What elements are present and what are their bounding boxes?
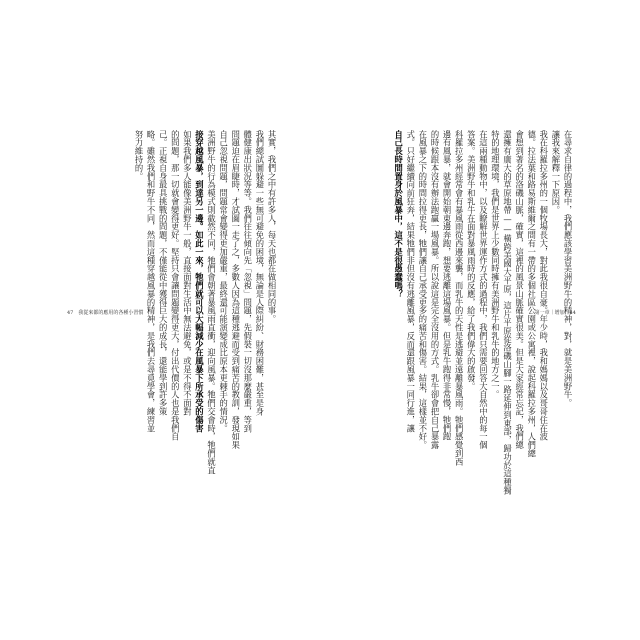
text-column: 還擁有廣大的草原地帶——橫跨美國大平原，這片平原從洛磯山腳一路延伸到東部，歸功於這種獨: [502, 130, 513, 495]
text-column: 如果我們多人能像美洲野牛一般，直接面對生活中無法避免，或是不得不面對: [182, 130, 193, 416]
text-column: 體健康出狀況等等。我們往往傾向先「忽視」問題，先假裝一切沒那麼嚴重，等到: [242, 130, 253, 433]
text-column: 的時候跟本沒有辦法跑贏一場風暴。所以說這是完全沒用的方式。乳牛卻會把自己暴露: [429, 130, 440, 450]
text-column: 接穿越風暴，到達另一邊。如此一來，牠們就可以大幅減少在風暴下所承受的傷害: [194, 130, 205, 433]
text-column: 在風暴之下的時間拉得更長，牠們讓自己承受更多的痛苦和傷害。結果，這樣並不好。: [417, 130, 428, 450]
text-column: 己。正視自身最具挑戰的問題，不僅能從中獲得巨大的成長，還能學到許多策: [158, 130, 169, 416]
text-column: 在尋求自律的過程中，我們應該學習美洲野牛的精神，對，就是美洲野牛。: [563, 130, 573, 408]
text-column: 我在科羅拉多州的一個牧場長大，對此我很自豪。年少時，我和媽媽以及哥哥住在波: [538, 130, 549, 441]
text-column: 自己長時間置身於風暴中，這不是很愚蠢嗎？: [393, 130, 404, 298]
text-column: 答案。美洲野牛和乳牛在面對暴風雨時的反應，給了我們偉大的啟發。: [466, 130, 477, 391]
text-column: 問題迫在眉睫時，才試圖一走了之，多數人因為這種逃避而受到痛苦的教訓，發現如果: [230, 130, 241, 450]
right-page-folio: 第一章｜增加 44: [534, 310, 576, 316]
left-page-folio: 47 我從來都的應用的各種小習慣: [67, 310, 144, 316]
text-column: 讓我來解釋一下原因。: [550, 130, 561, 214]
text-column: 其實，我們之中有許多人，每天也都在做相同的事。: [267, 130, 277, 324]
text-column: 科羅拉多州經常會有暴風雨從西邊來襲，而乳牛的天性是逃避並遠離暴風雨。牠們感覺到西: [454, 130, 465, 466]
text-column: 在這兩種動物中，以及瞭解世界運作方式的過程中，我們只需要回答大自然中的每一個: [478, 130, 489, 450]
right-page-text: [366, 130, 573, 495]
text-column: 邊有風暴，就會開始朝東邊奔跑，想要逃離這場風暴。但是乳牛跑得非常慢，牠們跑: [442, 130, 453, 441]
text-column: 美洲野牛的行為模式則截然不同，牠們會朝著暴風雨直衝，迎向風暴。牠們交會時，牠們就直: [206, 130, 217, 475]
text-column: 略。雖然我們和野牛不同，然而這種穿越風暴的精神，是我們去尋覓學會，練習並: [146, 130, 157, 433]
text-column: 會想到著名的洛磯山脈，確實，這裡的風景山脈確實很美。但是大家經常忘記，我們總: [514, 130, 525, 450]
text-column: 自己忽視問題，問題常會變得更加嚴重，最終還可能演變成比原本更棘手的情況。: [218, 130, 229, 433]
text-column: 德。拉法葉和路易斯維爾之間有一帶的多個社區公園或公寓裡，說起科羅拉多州，人們總: [526, 130, 537, 458]
text-column: 特的地理環境，我們是世界上少數同時擁有美洲野牛和乳牛的地方之一。: [490, 130, 501, 399]
text-column: 我們總試圖躲避一些無可避免的困境，無論是人際糾紛、財務困難，甚至是身: [254, 130, 265, 416]
text-column: 努力維持的。: [133, 130, 144, 181]
text-column: 的問題，那一切就會變得更好。堅持只會讓問題變得更大，付出代價的人也是我們自: [170, 130, 181, 441]
text-column: 式。只好繼續向前狂奔，結果牠們非但沒有逃離風暴，反而還跟風暴一同行進，讓: [405, 130, 416, 433]
left-page-text: [70, 130, 277, 475]
